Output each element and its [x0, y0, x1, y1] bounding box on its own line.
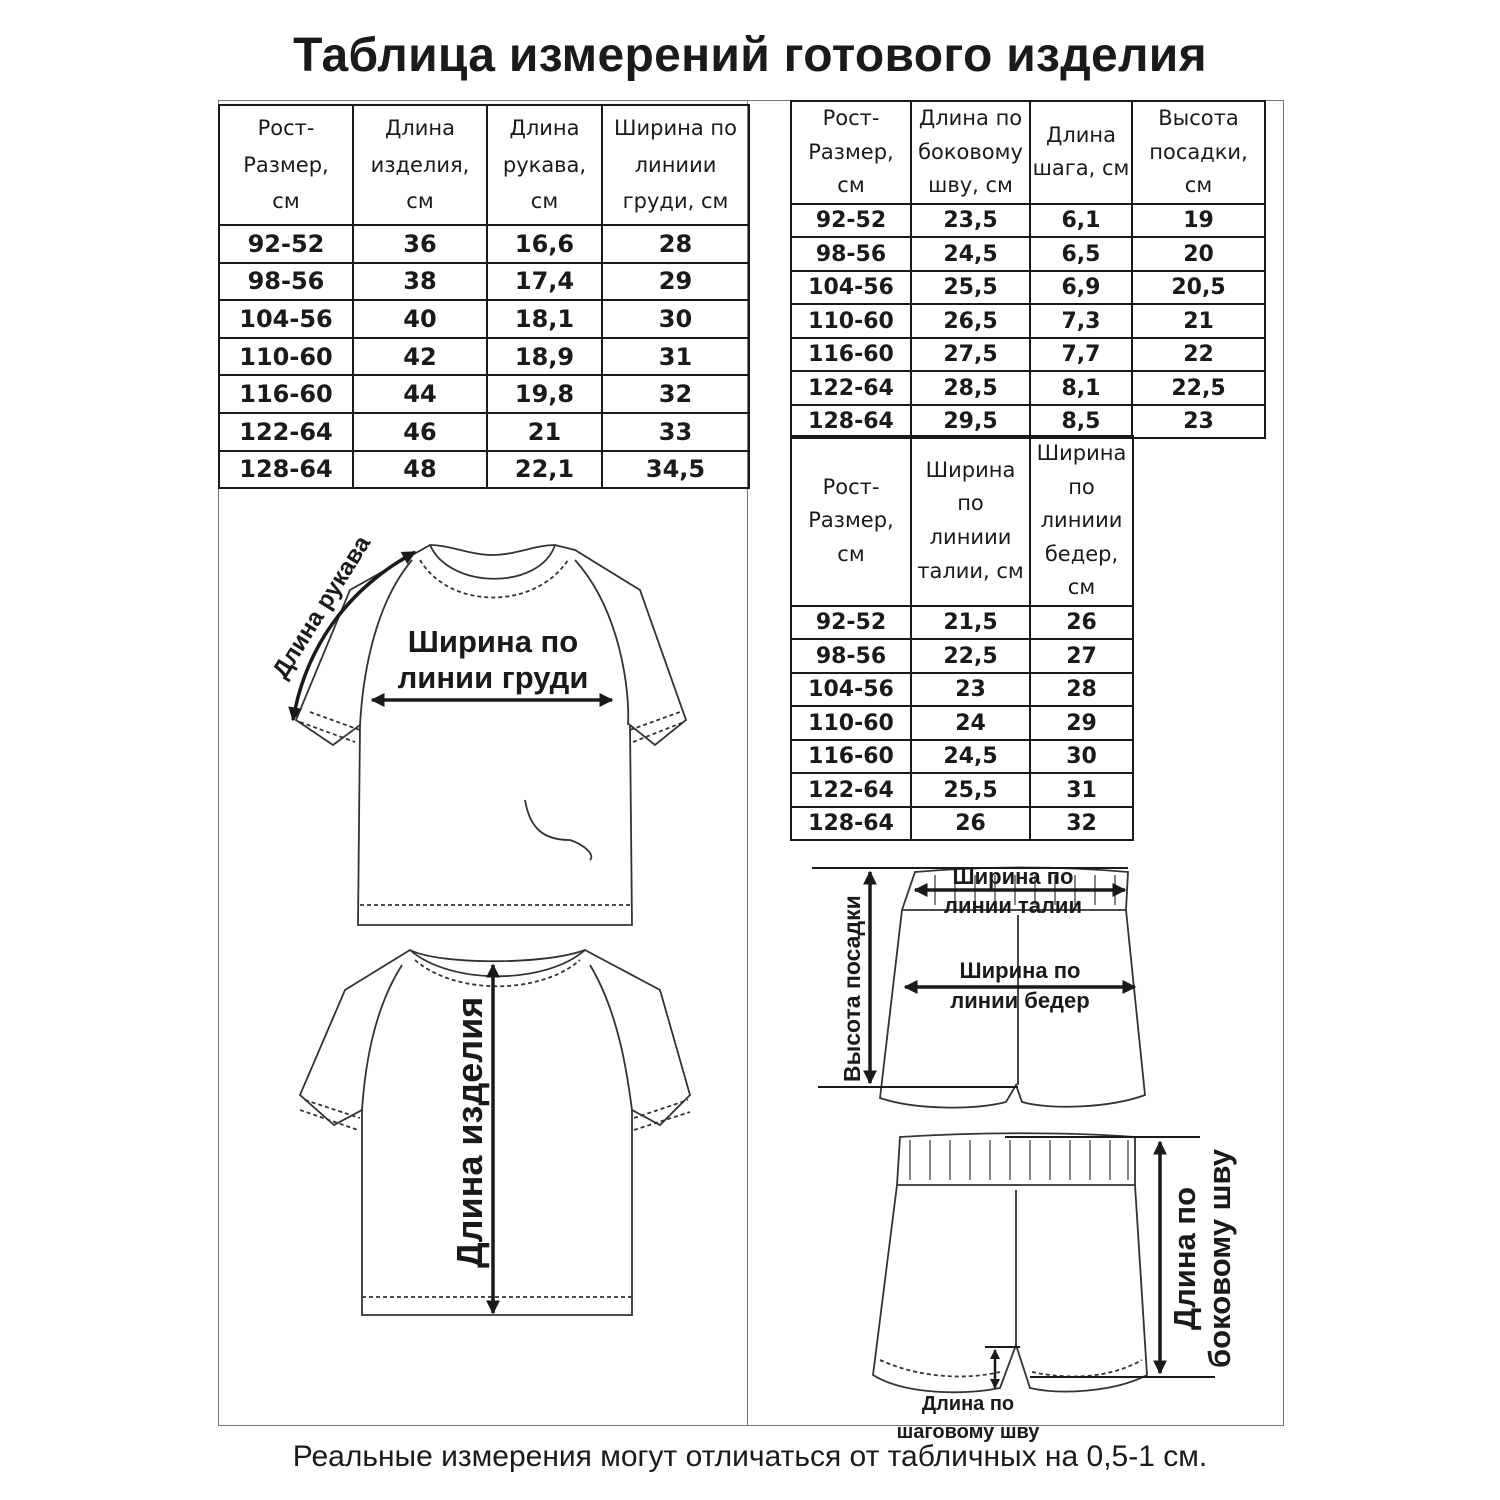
size-cell: 104-56: [791, 271, 911, 305]
value-cell: 44: [353, 375, 487, 413]
column-header-line: шву, см: [928, 173, 1013, 198]
size-cell: 128-64: [219, 451, 353, 489]
value-cell: 24,5: [911, 237, 1030, 271]
value-cell: 26: [911, 807, 1030, 841]
column-header-line: Рост-: [822, 106, 880, 130]
value-cell: 19,8: [487, 375, 602, 413]
value-cell: 7,3: [1030, 304, 1132, 338]
column-header-line: см: [272, 189, 300, 214]
value-cell: 6,9: [1030, 271, 1132, 305]
size-cell: 122-64: [791, 371, 911, 405]
value-cell: 21: [1132, 304, 1265, 338]
column-header-line: линиии: [1040, 508, 1123, 533]
label-rise-height: Высота посадки: [839, 895, 865, 1082]
value-cell: 23,5: [911, 204, 1030, 238]
column-header-line: талии, см: [917, 558, 1024, 583]
value-cell: 28: [1030, 673, 1133, 707]
value-cell: 22,5: [1132, 371, 1265, 405]
value-cell: 40: [353, 300, 487, 338]
value-cell: 32: [602, 375, 749, 413]
size-cell: 98-56: [791, 237, 911, 271]
column-header-line: Ширина по: [614, 115, 737, 140]
value-cell: 6,1: [1030, 204, 1132, 238]
column-header-line: см: [837, 173, 865, 198]
value-cell: 18,1: [487, 300, 602, 338]
column-header-line: см: [1067, 575, 1096, 600]
size-cell: 98-56: [791, 639, 911, 673]
column-header-line: бедер,: [1044, 541, 1119, 566]
column-header-line: см: [530, 189, 559, 214]
value-cell: 7,7: [1030, 338, 1132, 372]
label-garment-length: Длина изделия: [449, 996, 490, 1268]
value-cell: 16,6: [487, 225, 602, 263]
size-cell: 92-52: [791, 606, 911, 640]
column-header-line: Размер,: [243, 152, 329, 177]
column-header-line: изделия,: [370, 152, 470, 177]
column-header-line: боковому: [918, 139, 1023, 164]
value-cell: 29,5: [911, 405, 1030, 439]
value-cell: 33: [602, 413, 749, 451]
label-chest-width-line1: Ширина по: [407, 624, 579, 659]
value-cell: 23: [911, 673, 1030, 707]
value-cell: 28,5: [911, 371, 1030, 405]
value-cell: 26,5: [911, 304, 1030, 338]
value-cell: 20,5: [1132, 271, 1265, 305]
label-side-seam-line2: боковому шву: [1202, 1148, 1237, 1368]
column-header-line: по: [957, 491, 984, 516]
size-cell: 110-60: [791, 706, 911, 740]
value-cell: 31: [602, 338, 749, 376]
value-cell: 29: [602, 263, 749, 301]
size-cell: 104-56: [219, 300, 353, 338]
value-cell: 27,5: [911, 338, 1030, 372]
value-cell: 29: [1030, 706, 1133, 740]
label-waist-width-line1: Ширина по: [952, 864, 1074, 889]
column-header-line: см: [406, 189, 434, 214]
value-cell: 28: [602, 225, 749, 263]
size-cell: 122-64: [791, 773, 911, 807]
page-title: Таблица измерений готового изделия: [293, 29, 1207, 82]
column-header-line: линиии: [929, 524, 1012, 549]
column-header-line: Длина по: [918, 106, 1023, 130]
value-cell: 24: [911, 706, 1030, 740]
column-header-line: Длина: [384, 115, 456, 140]
value-cell: 23: [1132, 405, 1265, 439]
size-cell: 122-64: [219, 413, 353, 451]
label-sleeve-length: Длина рукава: [267, 531, 377, 684]
size-cell: 116-60: [791, 740, 911, 774]
value-cell: 20: [1132, 237, 1265, 271]
disclaimer-footer: Реальные измерения могут отличаться от табличных на 0,5-1 см.: [292, 1440, 1208, 1473]
value-cell: 32: [1030, 807, 1133, 841]
size-cell: 116-60: [791, 338, 911, 372]
value-cell: 24,5: [911, 740, 1030, 774]
value-cell: 22,1: [487, 451, 602, 489]
value-cell: 42: [353, 338, 487, 376]
tshirt-front-illustration: [296, 545, 686, 925]
label-chest-width-line2: линии груди: [397, 660, 589, 695]
size-cell: 110-60: [791, 304, 911, 338]
column-header-line: Размер,: [808, 139, 894, 164]
label-inseam-line1: Длина по: [921, 1393, 1015, 1415]
column-header-line: Размер,: [808, 508, 894, 533]
size-cell: 128-64: [791, 807, 911, 841]
column-header-line: груди, см: [622, 189, 729, 214]
value-cell: 8,1: [1030, 371, 1132, 405]
label-hip-width-line2: линии бедер: [950, 988, 1090, 1013]
label-inseam-line2: шаговому шву: [896, 1421, 1040, 1443]
column-header-line: посадки,: [1149, 139, 1248, 164]
size-cell: 110-60: [219, 338, 353, 376]
column-header-line: Высота: [1158, 106, 1239, 130]
size-cell: 92-52: [791, 204, 911, 238]
value-cell: 26: [1030, 606, 1133, 640]
value-cell: 27: [1030, 639, 1133, 673]
value-cell: 25,5: [911, 773, 1030, 807]
column-header-line: по: [1068, 474, 1095, 499]
column-header-line: см: [1184, 173, 1213, 198]
column-header-line: см: [837, 541, 865, 566]
value-cell: 38: [353, 263, 487, 301]
column-header-line: Рост-: [257, 115, 315, 140]
column-header-line: линиии: [634, 152, 717, 177]
size-cell: 128-64: [791, 405, 911, 439]
value-cell: 30: [1030, 740, 1133, 774]
column-header-line: рукава,: [502, 152, 587, 177]
label-waist-width-line2: линии талии: [944, 893, 1082, 918]
value-cell: 19: [1132, 204, 1265, 238]
label-hip-width-line1: Ширина по: [959, 958, 1081, 983]
column-header-line: Длина: [1045, 122, 1117, 147]
value-cell: 21: [487, 413, 602, 451]
value-cell: 22: [1132, 338, 1265, 372]
value-cell: 17,4: [487, 263, 602, 301]
value-cell: 30: [602, 300, 749, 338]
size-cell: 104-56: [791, 673, 911, 707]
value-cell: 48: [353, 451, 487, 489]
value-cell: 34,5: [602, 451, 749, 489]
value-cell: 36: [353, 225, 487, 263]
size-cell: 98-56: [219, 263, 353, 301]
value-cell: 22,5: [911, 639, 1030, 673]
label-side-seam-line1: Длина по: [1167, 1186, 1202, 1330]
column-header-line: Рост-: [822, 474, 880, 499]
value-cell: 25,5: [911, 271, 1030, 305]
column-header-line: Ширина: [1036, 441, 1127, 465]
value-cell: 31: [1030, 773, 1133, 807]
value-cell: 46: [353, 413, 487, 451]
column-header-line: шага, см: [1032, 156, 1130, 181]
size-cell: 92-52: [219, 225, 353, 263]
value-cell: 21,5: [911, 606, 1030, 640]
value-cell: 6,5: [1030, 237, 1132, 271]
shorts-back-illustration: [873, 1133, 1147, 1392]
value-cell: 18,9: [487, 338, 602, 376]
tshirt-back-illustration: [300, 950, 690, 1315]
value-cell: 8,5: [1030, 405, 1132, 439]
size-cell: 116-60: [219, 375, 353, 413]
column-header-line: Ширина: [925, 457, 1016, 482]
column-header-line: Длина: [509, 115, 580, 140]
